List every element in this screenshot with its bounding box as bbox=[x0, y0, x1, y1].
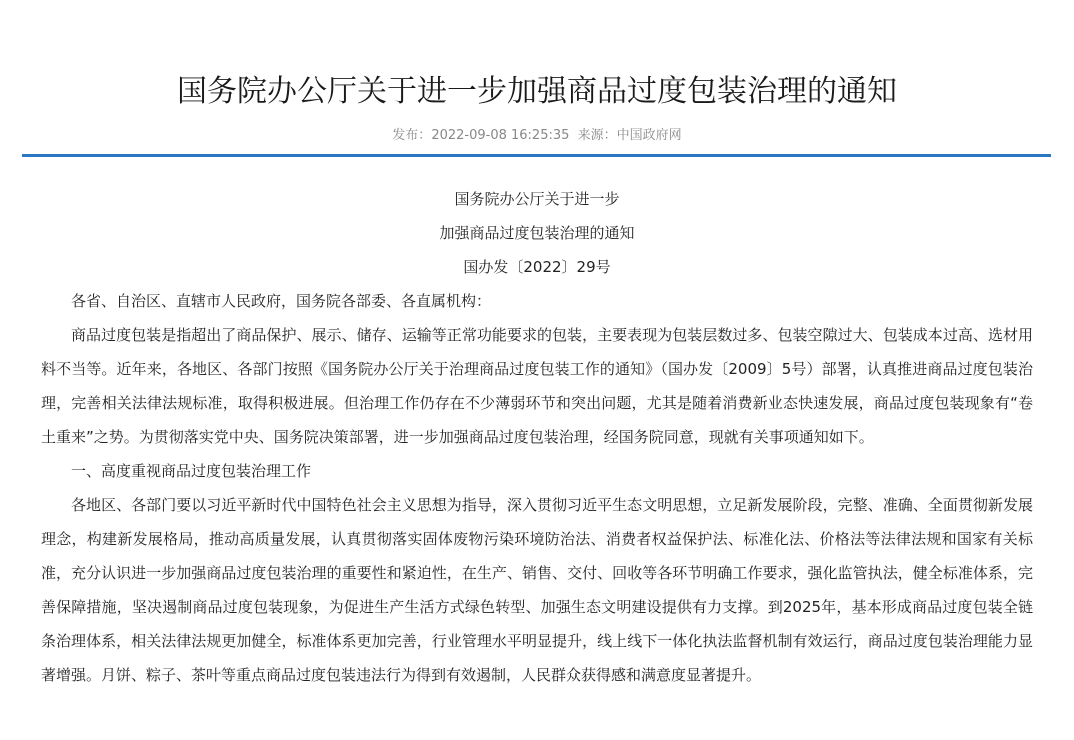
page-title: 国务院办公厅关于进一步加强商品过度包装治理的通知 bbox=[177, 74, 897, 110]
paragraph-1: 商品过度包装是指超出了商品保护、展示、储存、运输等正常功能要求的包装，主要表现为包装层数过多、包装空隙过大、包装成本过高、选材用料不当等。近年来，各地区、各部门按照《国务院办公厅关于治理商品过度包装工作的通知》（国办发〔2009〕5号）部署，认真推进商品过度包装治理，完善相关法律法规标准，取得积极进展。但治理工作仍存在不少薄弱环节和突出问题，尤其是随着消费新业态快速发展，商品过度包装现象有“卷土重来”之势。为贯彻落实党中央、国务院决策部署，进一步加强商品过度包装治理，经国务院同意，现就有关事项通知如下。 bbox=[41, 326, 1033, 446]
source-label: 来源： bbox=[577, 128, 617, 143]
article-body bbox=[41, 182, 1033, 692]
publish-time: 2022-09-08 16:25:35 bbox=[431, 128, 570, 143]
paragraph-2: 各地区、各部门要以习近平新时代中国特色社会主义思想为指导，深入贯彻习近平生态文明思想，立足新发展阶段，完整、准确、全面贯彻新发展理念，构建新发展格局，推动高质量发展，认真贯彻落实固体废物污染环境防治法、消费者权益保护法、标准化法、价格法等法律法规和国家有关标准，充分认识进一步加强商品过度包装治理的重要性和紧迫性，在生产、销售、交付、回收等各环节明确工作要求，强化监管执法，健全标准体系，完善保障措施，坚决遏制商品过度包装现象，为促进生产生活方式绿色转型、加强生态文明建设提供有力支撑。到2025年，基本形成商品过度包装全链条治理体系，相关法律法规更加健全，标准体系更加完善，行业管理水平明显提升，线上线下一体化执法监督机制有效运行，商品过度包装治理能力显著增强。月饼、粽子、茶叶等重点商品过度包装违法行为得到有效遏制，人民群众获得感和满意度显著提升。 bbox=[41, 496, 1033, 684]
article-meta bbox=[0, 127, 1074, 145]
doc-header-line-1: 国务院办公厅关于进一步 bbox=[454, 190, 620, 208]
source-link[interactable]: 中国政府网 bbox=[616, 128, 682, 143]
publish-label: 发布： bbox=[392, 128, 432, 143]
title-divider bbox=[22, 154, 1051, 157]
doc-number: 国办发〔2022〕29号 bbox=[463, 258, 611, 276]
doc-header-line-2: 加强商品过度包装治理的通知 bbox=[439, 224, 635, 242]
salutation: 各省、自治区、直辖市人民政府，国务院各部委、各直属机构： bbox=[71, 292, 492, 310]
section-1-heading: 一、高度重视商品过度包装治理工作 bbox=[71, 462, 312, 480]
